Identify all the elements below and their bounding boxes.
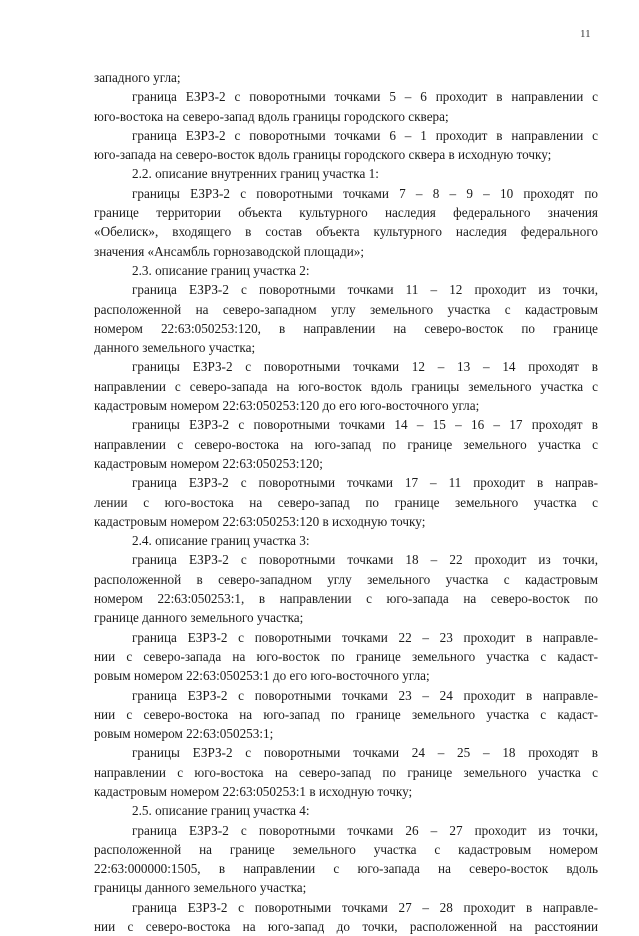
text-line: расположенной на северо-западном углу земельного участка с кадастровым — [94, 301, 598, 317]
text-line: направлении с северо-востока на юго-запад по границе земельного участка с — [94, 436, 598, 452]
text-line: расположенной на границе земельного участка с кадастровым номером — [94, 841, 598, 857]
text-line: ровым номером 22:63:050253:1; — [94, 726, 274, 742]
text-line: «Обелиск», входящего в состав объекта культурного наследия федерального — [94, 224, 598, 240]
text-line: границы ЕЗРЗ-2 с поворотными точками 12 – 13 – 14 проходят в — [132, 359, 598, 375]
text-line: границы данного земельного участка; — [94, 880, 307, 896]
page-number: 11 — [580, 28, 591, 40]
text-line: 2.2. описание внутренних границ участка 1: — [132, 166, 379, 182]
text-line: 22:63:000000:1505, в направлении с юго-запада на северо-восток вдоль — [94, 861, 598, 877]
text-line: кадастровым номером 22:63:050253:1 в исходную точку; — [94, 783, 413, 799]
document-body — [94, 68, 598, 936]
text-line: граница ЕЗРЗ-2 с поворотными точками 26 – 27 проходит из точки, — [132, 822, 598, 838]
text-line: направлении с северо-запада на юго-восток вдоль границы земельного участка с — [94, 378, 598, 394]
text-line: нии с северо-востока на юго-запад до точки, расположенной на расстоянии — [94, 919, 598, 935]
text-line: граница ЕЗРЗ-2 с поворотными точками 5 – 6 проходит в направлении с — [132, 89, 598, 105]
text-line: данного земельного участка; — [94, 340, 256, 356]
text-line: нии с северо-запада на юго-восток по границе земельного участка с кадаст- — [94, 648, 598, 664]
text-line: значения «Ансамбль горнозаводской площади»; — [94, 243, 365, 259]
text-line: 2.5. описание границ участка 4: — [132, 803, 310, 819]
text-line: юго-запада на северо-восток вдоль границы городского сквера в исходную точку; — [94, 147, 552, 163]
text-line: 2.3. описание границ участка 2: — [132, 262, 310, 278]
text-line: границы ЕЗРЗ-2 с поворотными точками 7 – 8 – 9 – 10 проходят по — [132, 185, 598, 201]
text-line: юго-востока на северо-запад вдоль границы городского сквера; — [94, 108, 449, 124]
text-line: граница ЕЗРЗ-2 с поворотными точками 6 – 1 проходит в направлении с — [132, 127, 598, 143]
text-line: кадастровым номером 22:63:050253:120 до его юго-восточного угла; — [94, 398, 480, 414]
text-line: граница ЕЗРЗ-2 с поворотными точками 11 – 12 проходит из точки, — [132, 282, 598, 298]
text-line: кадастровым номером 22:63:050253:120 в исходную точку; — [94, 513, 426, 529]
text-line: границы ЕЗРЗ-2 с поворотными точками 14 – 15 – 16 – 17 проходят в — [132, 417, 598, 433]
text-line: граница ЕЗРЗ-2 с поворотными точками 18 – 22 проходит из точки, — [132, 552, 598, 568]
text-line: граница ЕЗРЗ-2 с поворотными точками 22 – 23 проходит в направле- — [132, 629, 598, 645]
text-line: 2.4. описание границ участка 3: — [132, 533, 310, 549]
text-line: номером 22:63:050253:1, в направлении с юго-запада на северо-восток по — [94, 591, 598, 607]
text-line: ровым номером 22:63:050253:1 до его юго-восточного угла; — [94, 668, 430, 684]
text-line: граница ЕЗРЗ-2 с поворотными точками 23 – 24 проходит в направле- — [132, 687, 598, 703]
text-line: направлении с юго-востока на северо-запад по границе земельного участка с — [94, 764, 598, 780]
text-line: граница ЕЗРЗ-2 с поворотными точками 17 – 11 проходит в направ- — [132, 475, 598, 491]
text-line: граница ЕЗРЗ-2 с поворотными точками 27 – 28 проходит в направле- — [132, 899, 598, 915]
text-line: кадастровым номером 22:63:050253:120; — [94, 455, 323, 471]
text-line: границе территории объекта культурного наследия федерального значения — [94, 205, 598, 221]
text-line: границы ЕЗРЗ-2 с поворотными точками 24 – 25 – 18 проходят в — [132, 745, 598, 761]
text-line: лении с юго-востока на северо-запад по границе земельного участка с — [94, 494, 598, 510]
text-line: западного угла; — [94, 70, 181, 85]
text-line: расположенной в северо-западном углу земельного участка с кадастровым — [94, 571, 598, 587]
text-line: границе данного земельного участка; — [94, 610, 304, 626]
text-line: номером 22:63:050253:120, в направлении на северо-восток по границе — [94, 320, 598, 336]
text-line: нии с северо-востока на юго-запад по границе земельного участка с кадаст- — [94, 706, 598, 722]
